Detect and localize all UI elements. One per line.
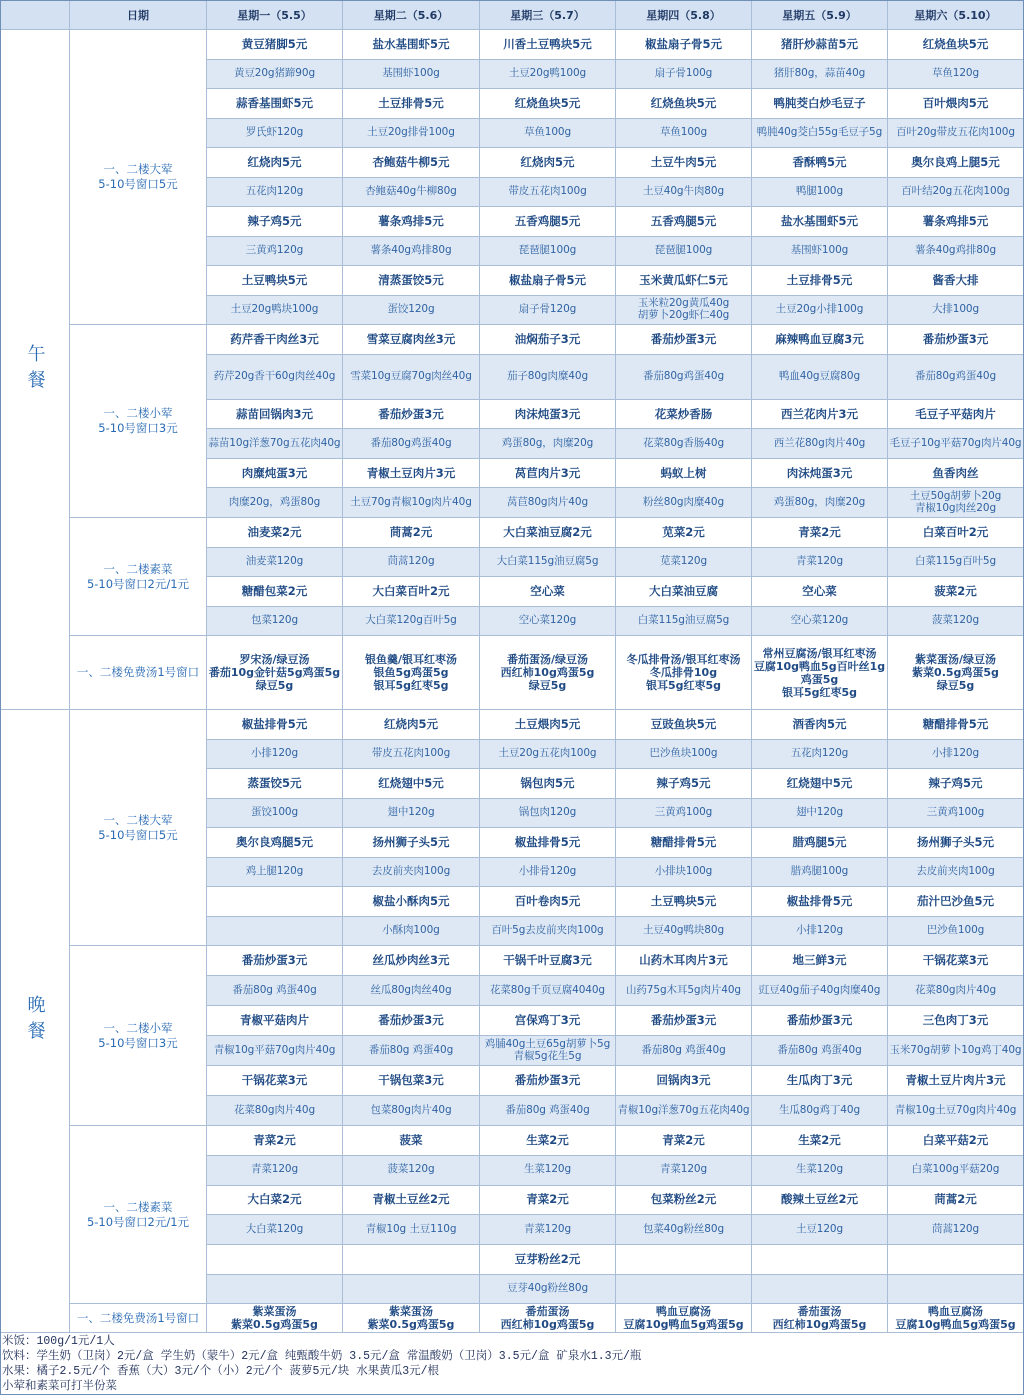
dish-portion-cell: 花菜80g千页豆腐4040g: [480, 976, 616, 1006]
dish-name-cell: [343, 1245, 480, 1275]
dish-name-cell: [888, 1245, 1024, 1275]
dish-name-cell: 蒸蛋饺5元: [207, 769, 343, 799]
dish-name-cell: 花菜炒香肠: [616, 400, 752, 429]
dish-name-cell: 扬州狮子头5元: [888, 828, 1024, 858]
dish-name-cell: 黄豆猪脚5元: [207, 30, 343, 60]
dish-name-cell: 蚂蚁上树: [616, 459, 752, 488]
window-label: 一、二楼免费汤1号窗口: [70, 1304, 207, 1333]
dish-name-cell: 杏鲍菇牛柳5元: [343, 148, 480, 178]
dish-name-cell: 糖醋包菜2元: [207, 577, 343, 607]
dish-portion-cell: [752, 1275, 888, 1305]
dish-portion-cell: 茼蒿120g: [888, 1215, 1024, 1245]
window-label: 一、二楼小荤 5-10号窗口3元: [70, 325, 207, 518]
dish-portion-cell: 基围虾100g: [752, 237, 888, 267]
table-header: [0, 0, 1024, 30]
dish-name-cell: 干锅花菜3元: [888, 946, 1024, 976]
note-fruit: 水果：橘子2.5元/个 香蕉（大）3元/个（小）2元/个 菠萝5元/块 水果黄瓜3元/根: [2, 1365, 440, 1378]
window-label: 一、二楼素菜 5-10号窗口2元/1元: [70, 518, 207, 636]
dish-name-cell: 百叶卷肉5元: [480, 887, 616, 917]
soup-cell: 罗宋汤/绿豆汤 番茄10g金针菇5g鸡蛋5g 绿豆5g: [207, 636, 343, 710]
dish-portion-cell: 猪肝80g，蒜苗40g: [752, 60, 888, 90]
dish-portion-cell: 西兰花80g肉片40g: [752, 429, 888, 459]
dish-name-cell: 生菜2元: [480, 1126, 616, 1156]
dish-name-cell: 菠菜2元: [888, 577, 1024, 607]
dish-portion-cell: 五花肉120g: [752, 740, 888, 770]
dish-name-cell: 猪肝炒蒜苗5元: [752, 30, 888, 60]
dish-name-cell: 药芹香干肉丝3元: [207, 325, 343, 355]
dish-name-cell: 茼蒿2元: [343, 518, 480, 548]
dish-name-cell: 辣子鸡5元: [616, 769, 752, 799]
dish-name-cell: 奥尔良鸡腿5元: [207, 828, 343, 858]
dish-portion-cell: 小排块100g: [616, 858, 752, 888]
dish-name-cell: 五香鸡腿5元: [480, 207, 616, 237]
date-column-header: 日期: [70, 0, 207, 30]
dish-portion-cell: 空心菜120g: [752, 607, 888, 637]
soup-cell: 番茄蛋汤/绿豆汤 西红柿10g鸡蛋5g 绿豆5g: [480, 636, 616, 710]
dish-portion-cell: 白菜115g油豆腐5g: [616, 607, 752, 637]
dish-portion-cell: 鸭肫40g茭白55g毛豆子5g: [752, 119, 888, 149]
dish-name-cell: [207, 887, 343, 917]
dish-portion-cell: 花菜80g肉片40g: [207, 1096, 343, 1126]
dish-portion-cell: 翅中120g: [343, 799, 480, 829]
dish-portion-cell: 蛋饺120g: [343, 296, 480, 326]
dish-portion-cell: 鸡上腿120g: [207, 858, 343, 888]
dish-name-cell: 大白菜2元: [207, 1186, 343, 1216]
dish-portion-cell: 草鱼100g: [616, 119, 752, 149]
dish-portion-cell: 茄子80g肉糜40g: [480, 355, 616, 400]
dish-name-cell: 茄汁巴沙鱼5元: [888, 887, 1024, 917]
dish-portion-cell: 白菜115g百叶5g: [888, 548, 1024, 578]
dish-name-cell: 西兰花肉片3元: [752, 400, 888, 429]
dish-name-cell: 大白菜百叶2元: [343, 577, 480, 607]
day-header-tuesday: 星期二（5.6）: [343, 0, 480, 30]
dish-name-cell: 雪菜豆腐肉丝3元: [343, 325, 480, 355]
dish-name-cell: 红烧翅中5元: [752, 769, 888, 799]
dish-name-cell: 糖醋排骨5元: [616, 828, 752, 858]
dish-portion-cell: 土豆20g鸭块100g: [207, 296, 343, 326]
dish-portion-cell: 锅包肉120g: [480, 799, 616, 829]
dish-portion-cell: 土豆20g排骨100g: [343, 119, 480, 149]
soup-cell: 番茄蛋汤 西红柿10g鸡蛋5g: [752, 1304, 888, 1333]
soup-cell: 紫菜蛋汤 紫菜0.5g鸡蛋5g: [343, 1304, 480, 1333]
window-label: 一、二楼大荤 5-10号窗口5元: [70, 710, 207, 946]
dish-name-cell: 豆豉鱼块5元: [616, 710, 752, 740]
menu-grid: [0, 30, 1024, 1333]
dish-portion-cell: 土豆50g胡萝卜20g 青椒10g肉丝20g: [888, 488, 1024, 518]
dish-name-cell: 土豆煨肉5元: [480, 710, 616, 740]
dish-portion-cell: 山药75g木耳5g肉片40g: [616, 976, 752, 1006]
dish-name-cell: 扬州狮子头5元: [343, 828, 480, 858]
dish-name-cell: 蒜香基围虾5元: [207, 89, 343, 119]
dish-name-cell: 番茄炒蛋3元: [343, 400, 480, 429]
dish-portion-cell: 番茄80g 鸡蛋40g: [752, 1036, 888, 1066]
dish-portion-cell: 鸭腿100g: [752, 178, 888, 208]
dish-name-cell: 糖醋排骨5元: [888, 710, 1024, 740]
dish-name-cell: 青椒土豆肉片3元: [343, 459, 480, 488]
dish-portion-cell: 雪菜10g豆腐70g肉丝40g: [343, 355, 480, 400]
dish-name-cell: 青椒平菇肉片: [207, 1006, 343, 1036]
dish-portion-cell: 空心菜120g: [480, 607, 616, 637]
dish-name-cell: 大白菜油豆腐2元: [480, 518, 616, 548]
dish-name-cell: 川香土豆鸭块5元: [480, 30, 616, 60]
dish-name-cell: 香酥鸭5元: [752, 148, 888, 178]
dish-portion-cell: 巴沙鱼块100g: [616, 740, 752, 770]
soup-cell: 冬瓜排骨汤/银耳红枣汤 冬瓜排骨10g 银耳5g红枣5g: [616, 636, 752, 710]
dish-portion-cell: 黄豆20g猪蹄90g: [207, 60, 343, 90]
dish-portion-cell: 番茄80g鸡蛋40g: [343, 429, 480, 459]
dish-portion-cell: 蛋饺100g: [207, 799, 343, 829]
dish-portion-cell: 去皮前夹肉100g: [343, 858, 480, 888]
dish-portion-cell: 青菜120g: [207, 1156, 343, 1186]
dish-portion-cell: 大白菜120g: [207, 1215, 343, 1245]
dish-name-cell: 茼蒿2元: [888, 1186, 1024, 1216]
dish-name-cell: 番茄炒蛋3元: [207, 946, 343, 976]
dish-portion-cell: 小排120g: [888, 740, 1024, 770]
dish-name-cell: 鸭肫茭白炒毛豆子: [752, 89, 888, 119]
dish-portion-cell: 百叶结20g五花肉100g: [888, 178, 1024, 208]
dish-portion-cell: 豇豆40g茄子40g肉糜40g: [752, 976, 888, 1006]
dish-portion-cell: 包菜80g肉片40g: [343, 1096, 480, 1126]
dish-portion-cell: 生瓜80g鸡丁40g: [752, 1096, 888, 1126]
day-header-thursday: 星期四（5.8）: [616, 0, 752, 30]
dish-portion-cell: 五花肉120g: [207, 178, 343, 208]
dish-portion-cell: 豆芽40g粉丝80g: [480, 1275, 616, 1305]
dish-portion-cell: 菠菜120g: [343, 1156, 480, 1186]
dish-name-cell: 三色肉丁3元: [888, 1006, 1024, 1036]
dish-portion-cell: 青椒10g土豆70g肉片40g: [888, 1096, 1024, 1126]
dish-portion-cell: 琵琶腿100g: [480, 237, 616, 267]
dish-name-cell: 番茄炒蛋3元: [888, 325, 1024, 355]
dish-name-cell: 番茄炒蛋3元: [616, 325, 752, 355]
dish-portion-cell: 玉米70g胡萝卜10g鸡丁40g: [888, 1036, 1024, 1066]
dish-portion-cell: 小排骨120g: [480, 858, 616, 888]
dish-name-cell: 番茄炒蛋3元: [616, 1006, 752, 1036]
dish-portion-cell: 巴沙鱼100g: [888, 917, 1024, 947]
dish-name-cell: 清蒸蛋饺5元: [343, 266, 480, 296]
dish-name-cell: 宫保鸡丁3元: [480, 1006, 616, 1036]
dish-name-cell: 百叶煨肉5元: [888, 89, 1024, 119]
dish-portion-cell: [616, 1275, 752, 1305]
soup-cell: 鸭血豆腐汤 豆腐10g鸭血5g鸡蛋5g: [888, 1304, 1024, 1333]
dish-portion-cell: 土豆20g五花肉100g: [480, 740, 616, 770]
dish-name-cell: 肉沫炖蛋3元: [752, 459, 888, 488]
dish-portion-cell: 茼蒿120g: [343, 548, 480, 578]
dish-portion-cell: 三黄鸡100g: [616, 799, 752, 829]
dish-name-cell: 酸辣土豆丝2元: [752, 1186, 888, 1216]
dish-portion-cell: 毛豆子10g平菇70g肉片40g: [888, 429, 1024, 459]
dish-portion-cell: 蒜苗10g洋葱70g五花肉40g: [207, 429, 343, 459]
dish-portion-cell: 粉丝80g肉糜40g: [616, 488, 752, 518]
dish-portion-cell: 花菜80g肉片40g: [888, 976, 1024, 1006]
dish-portion-cell: 番茄80g 鸡蛋40g: [480, 1096, 616, 1126]
dish-name-cell: 玉米黄瓜虾仁5元: [616, 266, 752, 296]
dish-portion-cell: 油麦菜120g: [207, 548, 343, 578]
dish-name-cell: 地三鲜3元: [752, 946, 888, 976]
dish-portion-cell: [888, 1275, 1024, 1305]
dish-name-cell: 豆芽粉丝2元: [480, 1245, 616, 1275]
dish-name-cell: 辣子鸡5元: [888, 769, 1024, 799]
dish-name-cell: 红烧翅中5元: [343, 769, 480, 799]
dish-portion-cell: 鸡脯40g土豆65g胡萝卜5g 青椒5g花生5g: [480, 1036, 616, 1066]
dish-portion-cell: 番茄80g 鸡蛋40g: [616, 1036, 752, 1066]
dish-portion-cell: 番茄80g 鸡蛋40g: [343, 1036, 480, 1066]
dish-name-cell: 红烧肉5元: [480, 148, 616, 178]
dish-name-cell: 蒜苗回锅肉3元: [207, 400, 343, 429]
window-label: 一、二楼素菜 5-10号窗口2元/1元: [70, 1126, 207, 1304]
dish-name-cell: 青菜2元: [207, 1126, 343, 1156]
dish-name-cell: 包菜粉丝2元: [616, 1186, 752, 1216]
dish-portion-cell: 扇子骨100g: [616, 60, 752, 90]
dish-portion-cell: 小酥肉100g: [343, 917, 480, 947]
dish-name-cell: 山药木耳肉片3元: [616, 946, 752, 976]
dish-portion-cell: 翅中120g: [752, 799, 888, 829]
dish-name-cell: 锅包肉5元: [480, 769, 616, 799]
dish-name-cell: 番茄炒蛋3元: [480, 1066, 616, 1096]
dish-portion-cell: 罗氏虾120g: [207, 119, 343, 149]
dish-name-cell: 辣子鸡5元: [207, 207, 343, 237]
dish-portion-cell: 大排100g: [888, 296, 1024, 326]
dish-portion-cell: [343, 1275, 480, 1305]
dish-portion-cell: 土豆20g鸭100g: [480, 60, 616, 90]
dish-portion-cell: 苋菜120g: [616, 548, 752, 578]
dish-name-cell: 生菜2元: [752, 1126, 888, 1156]
dish-portion-cell: 青菜120g: [480, 1215, 616, 1245]
soup-cell: 常州豆腐汤/银耳红枣汤 豆腐10g鸭血5g百叶丝1g 鸡蛋5g 银耳5g红枣5g: [752, 636, 888, 710]
dish-portion-cell: 薯条40g鸡排80g: [888, 237, 1024, 267]
dish-portion-cell: 青菜120g: [752, 548, 888, 578]
dish-portion-cell: 包菜40g粉丝80g: [616, 1215, 752, 1245]
dish-name-cell: 番茄炒蛋3元: [752, 1006, 888, 1036]
dish-name-cell: 椒盐扇子骨5元: [480, 266, 616, 296]
dish-portion-cell: [207, 1275, 343, 1305]
soup-cell: 紫菜蛋汤/绿豆汤 紫菜0.5g鸡蛋5g 绿豆5g: [888, 636, 1024, 710]
dish-portion-cell: 青菜120g: [616, 1156, 752, 1186]
dish-name-cell: 干锅包菜3元: [343, 1066, 480, 1096]
dish-portion-cell: 小排120g: [752, 917, 888, 947]
window-label: 一、二楼免费汤1号窗口: [70, 636, 207, 710]
dish-name-cell: 油焖茄子3元: [480, 325, 616, 355]
dish-portion-cell: 三黄鸡120g: [207, 237, 343, 267]
dish-name-cell: 椒盐扇子骨5元: [616, 30, 752, 60]
dish-name-cell: [752, 1245, 888, 1275]
dish-name-cell: 红烧肉5元: [207, 148, 343, 178]
dish-portion-cell: 腊鸡腿100g: [752, 858, 888, 888]
dish-name-cell: 油麦菜2元: [207, 518, 343, 548]
dish-portion-cell: 肉糜20g，鸡蛋80g: [207, 488, 343, 518]
dish-name-cell: 白菜平菇2元: [888, 1126, 1024, 1156]
dish-name-cell: 腊鸡腿5元: [752, 828, 888, 858]
dish-portion-cell: 鸭血40g豆腐80g: [752, 355, 888, 400]
dish-name-cell: 土豆排骨5元: [343, 89, 480, 119]
day-header-monday: 星期一（5.5）: [207, 0, 343, 30]
dish-name-cell: 苋菜2元: [616, 518, 752, 548]
day-header-wednesday: 星期三（5.7）: [480, 0, 616, 30]
soup-cell: 银鱼羹/银耳红枣汤 银鱼5g鸡蛋5g 银耳5g红枣5g: [343, 636, 480, 710]
dish-name-cell: 菠菜: [343, 1126, 480, 1156]
dish-portion-cell: 药芹20g香干60g肉丝40g: [207, 355, 343, 400]
dish-name-cell: 番茄炒蛋3元: [343, 1006, 480, 1036]
window-label: 一、二楼小荤 5-10号窗口3元: [70, 946, 207, 1126]
dish-name-cell: 青菜2元: [616, 1126, 752, 1156]
dish-portion-cell: 小排120g: [207, 740, 343, 770]
dish-name-cell: 空心菜: [480, 577, 616, 607]
dish-name-cell: 丝瓜炒肉丝3元: [343, 946, 480, 976]
dish-portion-cell: 琵琶腿100g: [616, 237, 752, 267]
dish-name-cell: 薯条鸡排5元: [343, 207, 480, 237]
dish-name-cell: 红烧鱼块5元: [888, 30, 1024, 60]
dish-name-cell: 肉沫炖蛋3元: [480, 400, 616, 429]
dish-name-cell: 空心菜: [752, 577, 888, 607]
dish-name-cell: 红烧鱼块5元: [480, 89, 616, 119]
dish-portion-cell: 土豆120g: [752, 1215, 888, 1245]
dish-name-cell: 青椒土豆丝2元: [343, 1186, 480, 1216]
dish-name-cell: [616, 1245, 752, 1275]
dish-portion-cell: 包菜120g: [207, 607, 343, 637]
dish-portion-cell: 草鱼120g: [888, 60, 1024, 90]
dish-portion-cell: 三黄鸡100g: [888, 799, 1024, 829]
dish-name-cell: 酱香大排: [888, 266, 1024, 296]
dish-name-cell: 麻辣鸭血豆腐3元: [752, 325, 888, 355]
dish-portion-cell: 去皮前夹肉100g: [888, 858, 1024, 888]
dish-portion-cell: 土豆20g小排100g: [752, 296, 888, 326]
dish-name-cell: 回锅肉3元: [616, 1066, 752, 1096]
dish-portion-cell: 番茄80g 鸡蛋40g: [207, 976, 343, 1006]
note-half-portion: 小荤和素菜可打半份菜: [2, 1380, 117, 1393]
dish-name-cell: 土豆鸭块5元: [616, 887, 752, 917]
dish-name-cell: 鱼香肉丝: [888, 459, 1024, 488]
note-drinks: 饮料：学生奶（卫岗）2元/盒 学生奶（蒙牛）2元/盒 纯甄酸牛奶 3.5元/盒 常温酸奶（卫岗）3.5元/盒 矿泉水1.3元/瓶: [2, 1350, 642, 1363]
dish-name-cell: 红烧鱼块5元: [616, 89, 752, 119]
dish-name-cell: 土豆牛肉5元: [616, 148, 752, 178]
dish-portion-cell: 扇子骨120g: [480, 296, 616, 326]
dish-name-cell: 毛豆子平菇肉片: [888, 400, 1024, 429]
dish-portion-cell: 丝瓜80g肉丝40g: [343, 976, 480, 1006]
dish-portion-cell: 青椒10g 土豆110g: [343, 1215, 480, 1245]
dish-name-cell: 盐水基围虾5元: [343, 30, 480, 60]
dish-name-cell: 青椒土豆片肉片3元: [888, 1066, 1024, 1096]
dish-name-cell: 土豆排骨5元: [752, 266, 888, 296]
dish-portion-cell: 薯条40g鸡排80g: [343, 237, 480, 267]
dish-portion-cell: 白菜100g平菇20g: [888, 1156, 1024, 1186]
dish-name-cell: 干锅千叶豆腐3元: [480, 946, 616, 976]
dish-name-cell: 干锅花菜3元: [207, 1066, 343, 1096]
note-rice: 米饭：100g/1元/1人: [2, 1335, 115, 1348]
dish-name-cell: 盐水基围虾5元: [752, 207, 888, 237]
day-header-saturday: 星期六（5.10）: [888, 0, 1024, 30]
soup-cell: 紫菜蛋汤 紫菜0.5g鸡蛋5g: [207, 1304, 343, 1333]
dish-portion-cell: 生菜120g: [480, 1156, 616, 1186]
dish-name-cell: 奥尔良鸡上腿5元: [888, 148, 1024, 178]
dish-name-cell: 土豆鸭块5元: [207, 266, 343, 296]
dish-name-cell: 红烧肉5元: [343, 710, 480, 740]
dish-portion-cell: 百叶20g带皮五花肉100g: [888, 119, 1024, 149]
dish-portion-cell: 玉米粒20g黄瓜40g 胡萝卜20g虾仁40g: [616, 296, 752, 326]
dish-name-cell: [207, 1245, 343, 1275]
dish-name-cell: 青菜2元: [752, 518, 888, 548]
dish-portion-cell: 基围虾100g: [343, 60, 480, 90]
dish-name-cell: 肉糜炖蛋3元: [207, 459, 343, 488]
dish-portion-cell: 青椒10g平菇70g肉片40g: [207, 1036, 343, 1066]
dish-portion-cell: 鸡蛋80g，肉糜20g: [480, 429, 616, 459]
dish-portion-cell: 生菜120g: [752, 1156, 888, 1186]
dish-portion-cell: 土豆40g鸭块80g: [616, 917, 752, 947]
dish-name-cell: 大白菜油豆腐: [616, 577, 752, 607]
meal-label: 晚餐: [0, 710, 70, 1333]
dish-portion-cell: 草鱼100g: [480, 119, 616, 149]
dish-name-cell: 薯条鸡排5元: [888, 207, 1024, 237]
dish-name-cell: 莴苣肉片3元: [480, 459, 616, 488]
dish-portion-cell: 土豆70g青椒10g肉片40g: [343, 488, 480, 518]
dish-name-cell: 白菜百叶2元: [888, 518, 1024, 548]
dish-name-cell: 椒盐小酥肉5元: [343, 887, 480, 917]
dish-portion-cell: 番茄80g鸡蛋40g: [616, 355, 752, 400]
dish-portion-cell: 青椒10g洋葱70g五花肉40g: [616, 1096, 752, 1126]
dish-name-cell: 酒香肉5元: [752, 710, 888, 740]
header-corner: [0, 0, 70, 30]
dish-portion-cell: 百叶5g去皮前夹肉100g: [480, 917, 616, 947]
dish-name-cell: 青菜2元: [480, 1186, 616, 1216]
soup-cell: 鸭血豆腐汤 豆腐10g鸭血5g鸡蛋5g: [616, 1304, 752, 1333]
day-header-friday: 星期五（5.9）: [752, 0, 888, 30]
dish-portion-cell: 带皮五花肉100g: [343, 740, 480, 770]
dish-portion-cell: 大白菜120g百叶5g: [343, 607, 480, 637]
dish-portion-cell: 莴苣80g肉片40g: [480, 488, 616, 518]
dish-portion-cell: 土豆40g牛肉80g: [616, 178, 752, 208]
dish-portion-cell: 带皮五花肉100g: [480, 178, 616, 208]
dish-portion-cell: 菠菜120g: [888, 607, 1024, 637]
meal-label: 午餐: [0, 30, 70, 710]
dish-portion-cell: [207, 917, 343, 947]
dish-portion-cell: 花菜80g香肠40g: [616, 429, 752, 459]
dish-portion-cell: 番茄80g鸡蛋40g: [888, 355, 1024, 400]
dish-portion-cell: 大白菜115g油豆腐5g: [480, 548, 616, 578]
dish-name-cell: 五香鸡腿5元: [616, 207, 752, 237]
dish-portion-cell: 鸡蛋80g，肉糜20g: [752, 488, 888, 518]
dish-name-cell: 椒盐排骨5元: [207, 710, 343, 740]
dish-name-cell: 椒盐排骨5元: [752, 887, 888, 917]
notes-section: [0, 1333, 1024, 1395]
window-label: 一、二楼大荤 5-10号窗口5元: [70, 30, 207, 325]
dish-portion-cell: 杏鲍菇40g牛柳80g: [343, 178, 480, 208]
dish-name-cell: 椒盐排骨5元: [480, 828, 616, 858]
dish-name-cell: 生瓜肉丁3元: [752, 1066, 888, 1096]
soup-cell: 番茄蛋汤 西红柿10g鸡蛋5g: [480, 1304, 616, 1333]
